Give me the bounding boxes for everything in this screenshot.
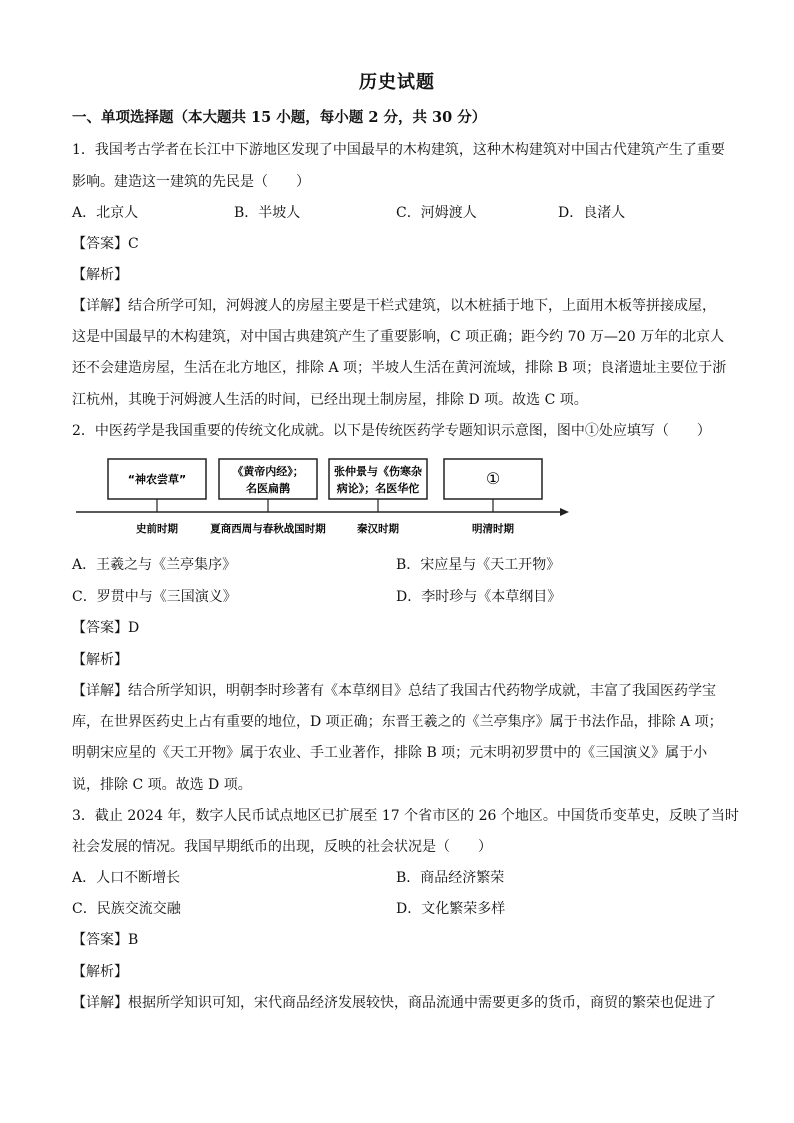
box2-text-line2: 名医扁鹊 [246, 482, 290, 495]
box3-text-line1: 张仲景与《伤寒杂 [334, 465, 422, 478]
q1-option-c: C．河姆渡人 [396, 205, 477, 221]
q3-stem-line1: 3．截止 2024 年，数字人民币试点地区已扩展至 17 个省市区的 26 个地区。中国货币变革史，反映了当时 [72, 808, 739, 824]
q3-option-b: B．商品经济繁荣 [396, 870, 505, 886]
q2-option-a: A．王羲之与《兰亭集序》 [72, 557, 237, 573]
q3-stem-line2: 社会发展的情况。我国早期纸币的出现，反映的社会状况是（ ） [72, 839, 492, 855]
q2-option-c: C．罗贯中与《三国演义》 [72, 589, 237, 605]
q2-stem: 2．中医药学是我国重要的传统文化成就。以下是传统医药学专题知识示意图，图中①处应填写（ ） [72, 423, 711, 439]
period-label-3: 秦汉时期 [357, 523, 399, 535]
q2-detail-line1: 【详解】结合所学知识，明朝李时珍著有《本草纲目》总结了我国古代药物学成就，丰富了我国医药学宝 [72, 683, 716, 699]
box2-text-line1: 《黄帝内经》； [232, 465, 304, 478]
q1-detail-line4: 江杭州，其晚于河姆渡人生活的时间，已经出现土制房屋，排除 D 项。故选 C 项。 [72, 392, 588, 408]
q2-detail-line2: 库，在世界医药史上占有重要的地位，D 项正确；东晋王羲之的《兰亭集序》属于书法作品，排除 A 项； [72, 714, 723, 730]
box4-blank-marker: ① [485, 469, 501, 488]
q2-answer: 【答案】D [72, 620, 140, 636]
q1-stem-line2: 影响。建造这一建筑的先民是（ ） [72, 174, 310, 190]
section-heading: 一、单项选择题（本大题共 15 小题，每小题 2 分，共 30 分） [72, 109, 487, 126]
q3-option-c: C．民族交流交融 [72, 901, 181, 917]
period-label-1: 史前时期 [136, 523, 178, 535]
period-label-2: 夏商西周与春秋战国时期 [210, 523, 326, 535]
q1-analysis-label: 【解析】 [72, 267, 128, 283]
q3-option-a: A．人口不断增长 [72, 870, 181, 886]
q1-option-d: D．良渚人 [558, 205, 626, 221]
q1-answer: 【答案】C [72, 236, 139, 252]
q2-detail-line3: 明朝宋应星的《天工开物》属于农业、手工业著作，排除 B 项；元末明初罗贯中的《三国演义》属于小 [72, 745, 708, 761]
q2-option-b: B．宋应星与《天工开物》 [396, 557, 561, 573]
q3-answer: 【答案】B [72, 932, 139, 948]
q3-analysis-label: 【解析】 [72, 964, 128, 980]
q1-stem-line1: 1．我国考古学者在长江中下游地区发现了中国最早的木构建筑，这种木构建筑对中国古代建筑产生了重要 [72, 142, 725, 158]
q1-detail-line3: 还不会建造房屋，生活在北方地区，排除 A 项；半坡人生活在黄河流域，排除 B 项；良渚遗址主要位于浙 [72, 360, 727, 376]
page-title: 历史试题 [359, 72, 435, 93]
q1-option-a: A．北京人 [72, 205, 139, 221]
q3-option-d: D．文化繁荣多样 [396, 901, 506, 917]
q2-detail-line4: 说，排除 C 项。故选 D 项。 [72, 777, 252, 793]
timeline-arrow [560, 508, 569, 516]
box1-text: “神农尝草” [127, 473, 187, 486]
q2-option-d: D．李时珍与《本草纲目》 [396, 589, 562, 605]
q1-detail-line2: 这是中国最早的木构建筑，对中国古典建筑产生了重要影响，C 项正确；距今约 70 万—20 万年的北京人 [72, 329, 725, 345]
q2-analysis-label: 【解析】 [72, 652, 128, 668]
medicine-timeline-diagram [72, 452, 572, 552]
period-label-4: 明清时期 [472, 523, 514, 535]
q3-detail-line1: 【详解】根据所学知识可知，宋代商品经济发展较快，商品流通中需要更多的货币，商贸的繁荣也促进了 [72, 995, 716, 1011]
q1-option-b: B．半坡人 [234, 205, 301, 221]
q1-detail-line1: 【详解】结合所学可知，河姆渡人的房屋主要是干栏式建筑，以木桩插于地下，上面用木板等拼接成屋， [72, 298, 716, 314]
box3-text-line2: 病论》；名医华佗 [336, 482, 420, 495]
